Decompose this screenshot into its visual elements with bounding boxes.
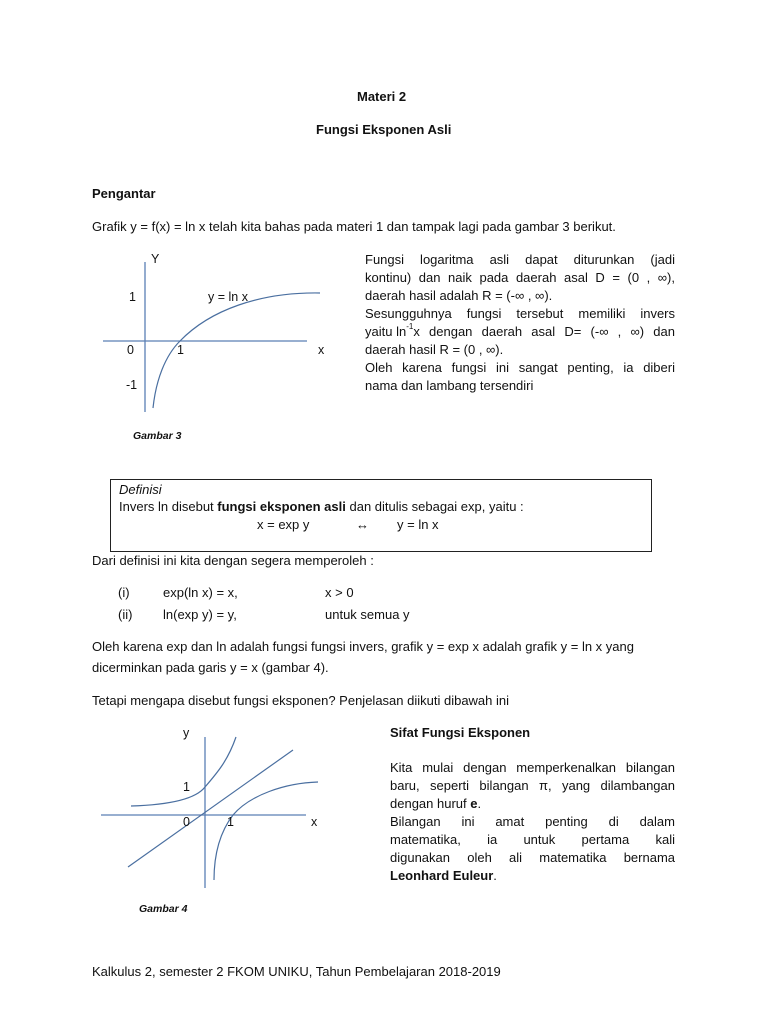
definition-box — [110, 479, 652, 552]
paragraph-3: Tetapi mengapa disebut fungsi eksponen? Penjelasan diikuti dibawah ini — [92, 693, 510, 708]
fig4-line-y-equals-x — [128, 750, 293, 867]
fig3-tick-0: 0 — [127, 343, 134, 357]
formula-left: x = exp y — [257, 517, 310, 532]
fig4-caption: Gambar 4 — [139, 903, 188, 915]
section-heading-sifat: Sifat Fungsi Eksponen — [390, 725, 531, 740]
fig3-tick-1: 1 — [129, 290, 136, 304]
fig4-y-label: y — [183, 726, 190, 740]
definition-text: Invers ln disebut fungsi eksponen asli dan ditulis sebagai exp, yaitu : — [119, 499, 524, 514]
fig4-tick-0: 0 — [183, 815, 190, 829]
fig4-tick-1: 1 — [183, 780, 190, 794]
fig3-tick-minus1: -1 — [126, 378, 138, 392]
page-subtitle: Fungsi Eksponen Asli — [316, 122, 452, 137]
page-footer: Kalkulus 2, semester 2 FKOM UNIKU, Tahun Pembelajaran 2018-2019 — [92, 964, 501, 979]
fig3-tick-x1: 1 — [177, 343, 184, 357]
paragraph-2-line-2: dicerminkan pada garis y = x (gambar 4). — [92, 660, 329, 675]
fig4-tick-x1: 1 — [227, 815, 234, 829]
fig4-exp-curve — [131, 737, 236, 806]
fig4-x-label: x — [311, 815, 318, 829]
section-heading-pengantar: Pengantar — [92, 186, 156, 201]
equivalence-arrow: ↔ — [356, 517, 369, 532]
paragraph-2-line-1: Oleh karena exp dan ln adalah fungsi fungsi invers, grafik y = exp x adalah grafik y = ln x yang — [92, 639, 634, 654]
formula-right: y = ln x — [397, 517, 439, 532]
intro-paragraph: Grafik y = f(x) = ln x telah kita bahas pada materi 1 dan tampak lagi pada gambar 3 berikut. — [92, 219, 616, 234]
derive-intro: Dari definisi ini kita dengan segera memperoleh : — [92, 553, 374, 568]
fig3-x-label: x — [318, 343, 325, 357]
fig4-ln-curve — [214, 782, 318, 880]
definition-label: Definisi — [119, 482, 162, 497]
fig3-caption: Gambar 3 — [133, 430, 182, 442]
page-title: Materi 2 — [357, 89, 407, 104]
fig3-curve-label: y = ln x — [208, 290, 248, 304]
fig3-y-label: Y — [151, 252, 160, 266]
